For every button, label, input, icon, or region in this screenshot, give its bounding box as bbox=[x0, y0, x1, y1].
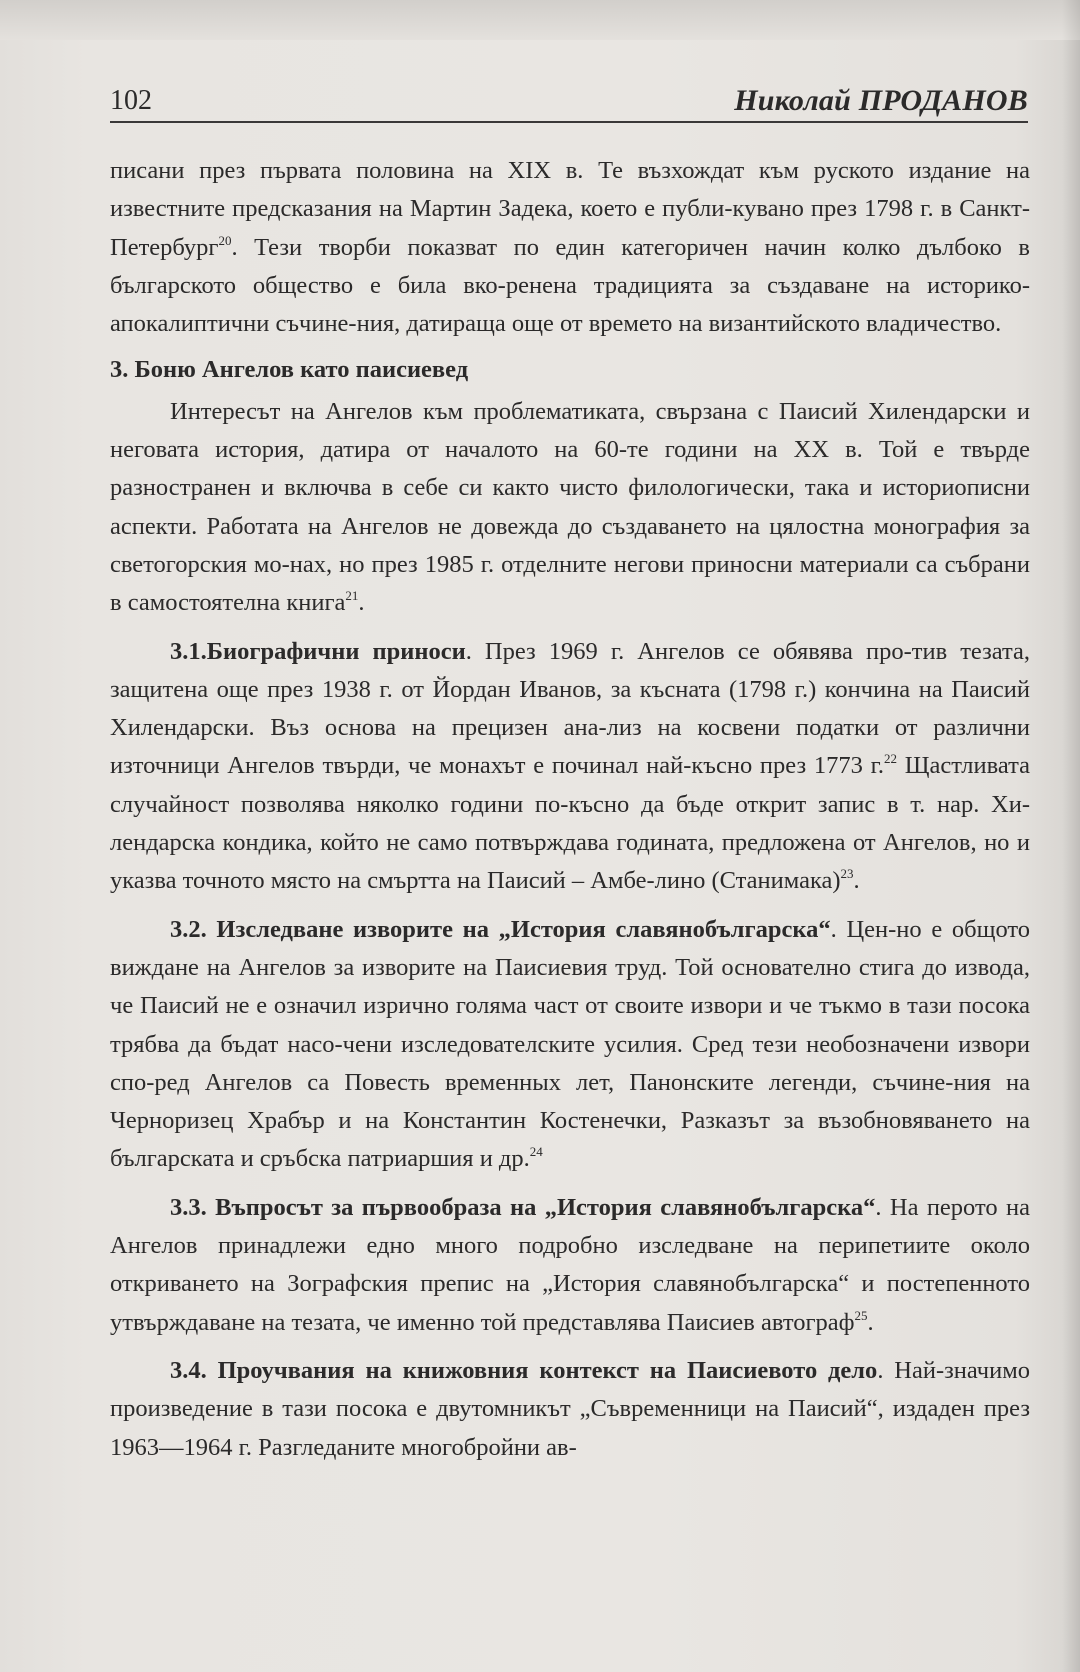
subsection-title: 3.1.Биографични приноси bbox=[170, 637, 466, 665]
page-gutter-shadow bbox=[1062, 0, 1080, 1672]
footnote-ref: 21 bbox=[345, 588, 359, 604]
paragraph-text: писани през първата половина на XIX в. Те възхождат към руското издание на известните предсказания на Мартин Задека, което е публи-кувано през 1798 г. в Санкт-Петербург bbox=[110, 157, 1030, 261]
paragraph-text: . През 1969 г. Ангелов се обявява про-тив тезата, защитена още през 1938 г. от Йордан Иванов, за късната (1798 г.) кончина на Паисий Хилендарски. Въз основа на прецизен ана-лиз на косвени податки от различни източници Ангелов твърди, че монахът е починал най-късно през 1773 г. bbox=[110, 637, 1030, 780]
paragraph-text: Интересът на Ангелов към проблематиката, свързана с Паисий Хилендарски и неговата история, датира от началото на 60-те години на XX в. Той е твърде разностранен и включва в себе си както чисто филологически, така и историописни аспекти. Работата на Ангелов не довежда до създаването на цялостна монография за светогорския мо-нах, но през 1985 г. отделните негови приносни материали са събрани в самостоятелна книга bbox=[110, 397, 1030, 617]
header-rule bbox=[110, 121, 1028, 123]
subsection-title: 3.3. Въпросът за първообраза на „История славянобългарска“ bbox=[170, 1193, 876, 1221]
paragraph-text: . Най-значимо произведение в тази посока е двутомникът „Съвременници на Паисий“, издаден през 1963—1964 г. Разгледаните многобройни ав- bbox=[110, 1356, 1030, 1461]
section-heading: 3. Боню Ангелов като паисиевед bbox=[110, 356, 469, 384]
body-text bbox=[110, 152, 1030, 1467]
footnote-ref: 25 bbox=[854, 1307, 868, 1323]
page-top-shadow bbox=[0, 0, 1080, 40]
footnote-ref: 24 bbox=[529, 1144, 543, 1160]
subsection-3-1 bbox=[110, 633, 1030, 901]
subsection-title: 3.4. Проучвания на книжовния контекст на Паисиевото дело bbox=[170, 1356, 878, 1384]
paragraph-text: . Тези творби показват по един категоричен начин колко дълбоко в българското общество е била вко-ренена традицията за създаване на историко-апокалиптични съчине-ния, датираща още от времето на византийското владичество. bbox=[110, 233, 1030, 338]
paragraph-intro bbox=[110, 393, 1030, 623]
paragraph-text: Щастливата случайност позволява няколко години по-късно да бъде открит запис в т. нар. Хи-лендарска кондика, който не само потвърждава годината, предложена от Ангелов, но и указва точното място на смъртта на Паисий – Амбе-лино (Станимака) bbox=[110, 752, 1031, 895]
paragraph-text: . На перото на Ангелов принадлежи едно много подробно изследване на перипетиите около откриването на Зографския препис на „История славянобългарска“ и постепенното утвърждаване на тезата, че именно той представлява Паисиев автограф bbox=[110, 1193, 1030, 1336]
running-head-author: Николай ПРОДАНОВ bbox=[734, 84, 1028, 117]
paragraph-text: . Цен-но е общото виждане на Ангелов за изворите на Паисиевия труд. Той основателно стига до извода, че Паисий не е означил изрично голяма част от своите извори и че тъкмо в тази посока трябва да бъдат насо-чени изследователските усилия. Сред тези необозначени извори спо-ред Ангелов са Повесть временных лет, Панонските легенди, съчине-ния на Черноризец Храбър и на Константин Костенечки, Разказът за възобновяването на българската и сръбска патриаршия и др. bbox=[110, 915, 1030, 1173]
page-header bbox=[110, 84, 1028, 122]
paragraph-continued bbox=[110, 152, 1030, 343]
footnote-ref: 22 bbox=[884, 751, 898, 767]
paragraph-text: . bbox=[853, 867, 860, 895]
subsection-3-2 bbox=[110, 911, 1030, 1179]
subsection-3-3 bbox=[110, 1189, 1030, 1342]
page-number: 102 bbox=[110, 85, 152, 116]
footnote-ref: 20 bbox=[218, 232, 232, 248]
paragraph-text: . bbox=[867, 1308, 874, 1336]
subsection-3-4 bbox=[110, 1352, 1030, 1467]
paragraph-text: . bbox=[358, 589, 365, 617]
footnote-ref: 23 bbox=[840, 866, 854, 882]
subsection-title: 3.2. Изследване изворите на „История славянобългарска“ bbox=[170, 915, 831, 943]
